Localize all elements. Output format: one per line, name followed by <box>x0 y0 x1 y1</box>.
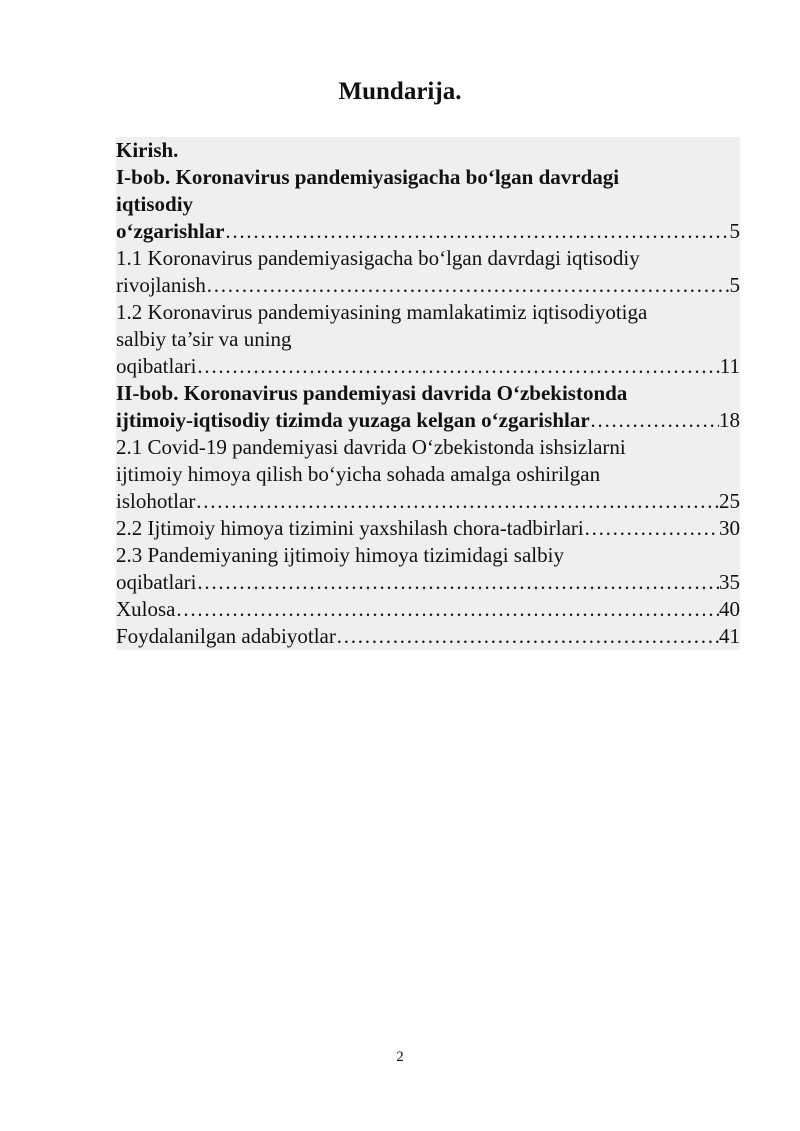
toc-chapter1-page: 5 <box>729 219 740 243</box>
toc-section-2-1-line1: 2.1 Covid-19 pandemiyasi davrida O‘zbekistonda ishsizlarni <box>116 434 740 461</box>
page-number: 2 <box>396 1049 404 1065</box>
dot-leader <box>584 515 719 542</box>
toc-chapter1-title-line2: iqtisodiy <box>116 191 740 218</box>
toc-intro: Kirish. <box>116 137 740 164</box>
toc-section-1-1-line1: 1.1 Koronavirus pandemiyasigacha bo‘lgan davrdagi iqtisodiy <box>116 245 740 272</box>
dot-leader <box>206 272 730 299</box>
toc-section-1-2-entry <box>116 353 740 380</box>
dot-leader <box>196 569 719 596</box>
toc-section-2-3-line2: oqibatlari <box>116 570 197 594</box>
toc-section-2-2-line1: 2.2 Ijtimoiy himoya tizimini yaxshilash chora-tadbirlari <box>116 516 584 540</box>
toc-section-1-1-page: 5 <box>729 273 740 297</box>
toc-references: Foydalanilgan adabiyotlar <box>116 624 336 648</box>
toc-section-2-1-line3: islohotlar <box>116 489 196 513</box>
toc-section-2-2-page: 30 <box>719 516 740 540</box>
toc-chapter2-title-line1: II-bob. Koronavirus pandemiyasi davrida O‘zbekistonda <box>116 380 740 407</box>
table-of-contents <box>116 137 740 650</box>
toc-conclusion: Xulosa <box>116 597 176 621</box>
toc-section-2-3-entry <box>116 569 740 596</box>
toc-section-2-3-page: 35 <box>719 570 740 594</box>
dot-leader <box>176 596 720 623</box>
toc-chapter2-page: 18 <box>719 408 740 432</box>
toc-section-1-2-line3: oqibatlari <box>116 354 197 378</box>
dot-leader <box>195 488 719 515</box>
toc-conclusion-page: 40 <box>719 597 740 621</box>
toc-chapter2-title-line2: ijtimoiy-iqtisodiy tizimda yuzaga kelgan o‘zgarishlar <box>116 408 590 432</box>
toc-chapter1-title-line3: o‘zgarishlar <box>116 219 225 243</box>
page-title: Mundarija. <box>338 78 462 105</box>
toc-chapter2-entry <box>116 407 740 434</box>
toc-section-1-1-entry <box>116 272 740 299</box>
toc-chapter1-entry <box>116 218 740 245</box>
toc-section-2-2-entry <box>116 515 740 542</box>
toc-section-2-1-entry <box>116 488 740 515</box>
toc-references-entry <box>116 623 740 650</box>
toc-section-1-2-line1: 1.2 Koronavirus pandemiyasining mamlakatimiz iqtisodiyotiga <box>116 299 740 326</box>
toc-conclusion-entry <box>116 596 740 623</box>
toc-section-1-1-line2: rivojlanish <box>116 273 206 297</box>
toc-section-1-2-page: 11 <box>719 354 740 378</box>
dot-leader <box>590 407 719 434</box>
dot-leader <box>196 353 719 380</box>
toc-section-1-2-line2: salbiy ta’sir va uning <box>116 326 740 353</box>
dot-leader <box>336 623 719 650</box>
toc-references-page: 41 <box>719 624 740 648</box>
toc-section-2-3-line1: 2.3 Pandemiyaning ijtimoiy himoya tizimidagi salbiy <box>116 542 740 569</box>
toc-chapter1-title-line1: I-bob. Koronavirus pandemiyasigacha bo‘lgan davrdagi <box>116 164 740 191</box>
toc-section-2-1-line2: ijtimoiy himoya qilish bo‘yicha sohada amalga oshirilgan <box>116 461 740 488</box>
dot-leader <box>224 218 729 245</box>
toc-section-2-1-page: 25 <box>719 489 740 513</box>
